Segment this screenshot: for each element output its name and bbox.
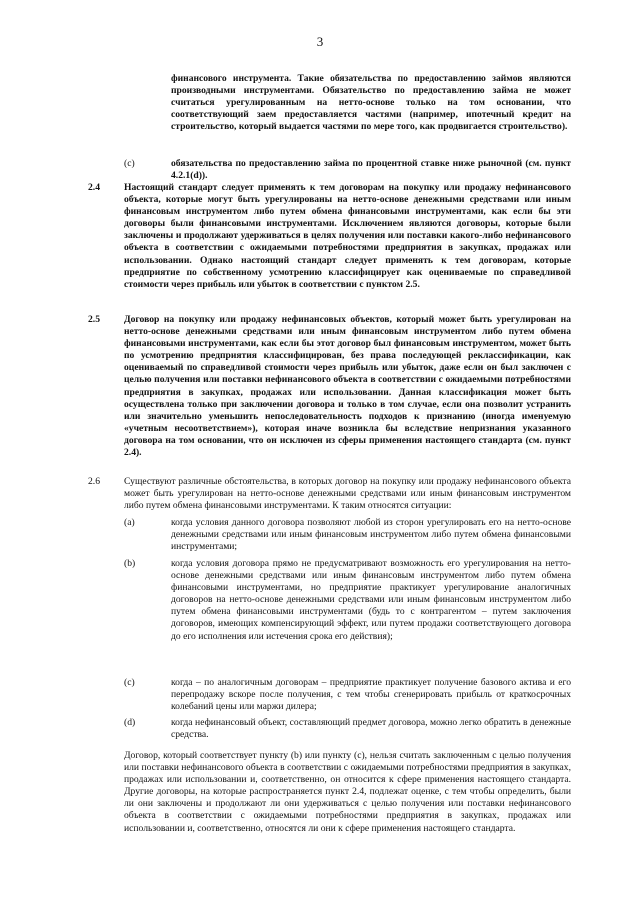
item-b-marker: (b) bbox=[124, 558, 136, 569]
item-d-marker: (d) bbox=[124, 717, 136, 728]
item-b-text: когда условия договора прямо не предусматривают возможность его урегулирования на нетто-основе денежными средствами или иным финансовым инструментом либо путем обмена финансовыми инструментами, но предприятие практикует урегулирование аналогичных договоров на нетто-основе денежными средствами или иным финансовым инструментом либо путем обмена финансовыми инструментами (будь то с контрагентом – путем заключения договоров, имеющих компенсирующий эффект, или путем продажи соответствующего договора до его исполнения или истечения срока его действия); bbox=[171, 558, 571, 642]
para-2-5-text: Договор на покупку или продажу нефинансовых объектов, который может быть урегулирован на нетто-основе денежными средствами или иным финансовым инструментом либо путем обмена финансовыми инструментами, как если бы этот договор был финансовым инструментом, может быть по усмотрению предприятия классифицирован, без права последующей реклассификации, как оцениваемый по справедливой стоимости через прибыль или убыток, даже если он был заключен с целью получения или поставки нефинансового объекта в соответствии с ожидаемыми потребностями предприятия в закупках, продажах или использовании. Данная классификация может быть осуществлена только при заключении договора и только в том случае, если она позволит устранить или значительно уменьшить непоследовательность подходов к признанию (иногда именуемую «учетным несоответствием»), которая иначе возникла бы вследствие непризнания указанного договора на том основании, что он исключен из сферы применения настоящего стандарта (см. пункт 2.4). bbox=[124, 314, 571, 459]
item-d-text: когда нефинансовый объект, составляющий предмет договора, можно легко обратить в денежные средства. bbox=[171, 717, 571, 741]
para-2-6-text: Существуют различные обстоятельства, в которых договор на покупку или продажу нефинансового объекта может быть урегулирован на нетто-основе денежными средствами или иным финансовым инструментом либо путем обмена финансовыми инструментами. К таким относятся ситуации: bbox=[124, 476, 571, 512]
item-c-marker: (c) bbox=[124, 677, 135, 688]
page-number: 3 bbox=[316, 34, 324, 49]
para-2-4-number: 2.4 bbox=[88, 182, 100, 193]
item-a-text: когда условия данного договора позволяют любой из сторон урегулировать его на нетто-основе денежными средствами или иным финансовым инструментом либо путем обмена финансовыми инструментами; bbox=[171, 517, 571, 553]
item-c-text: когда – по аналогичным договорам – предприятие практикует получение базового актива и его перепродажу вскоре после получения, с тем чтобы сгенерировать прибыль от краткосрочных колебаний цены или маржи дилера; bbox=[171, 677, 571, 713]
continued-paragraph: финансового инструмента. Такие обязательства по предоставлению займов являются производными инструментами. Обязательство по предоставлению займа не может считаться урегулированным на нетто-основе только на том основании, что соответствующий заем предоставляется частями (например, ипотечный кредит на строительство, который выдается частями по мере того, как продвигается строительство). bbox=[171, 73, 571, 133]
item-c-top-text: обязательства по предоставлению займа по процентной ставке ниже рыночной (см. пункт 4.2.1(d)). bbox=[171, 158, 571, 182]
item-a-marker: (a) bbox=[124, 517, 135, 528]
item-c-top-marker: (c) bbox=[124, 158, 135, 169]
para-2-6-number: 2.6 bbox=[88, 476, 100, 487]
para-2-4-text: Настоящий стандарт следует применять к тем договорам на покупку или продажу нефинансового объекта, которые могут быть урегулированы на нетто-основе денежными средствами или иным финансовым инструментом либо путем обмена финансовыми инструментами, как если бы эти договоры были финансовыми инструментами. Исключением являются договоры, которые были заключены и продолжают удерживаться в целях получения или поставки какого-либо нефинансового объекта в соответствии с ожидаемыми потребностями предприятия в закупках, продажах или использовании. Однако настоящий стандарт следует применять к тем договорам, которые предприятие по собственному усмотрению классифицирует как оцениваемые по справедливой стоимости через прибыль или убыток в соответствии с пунктом 2.5. bbox=[124, 182, 571, 290]
closing-paragraph: Договор, который соответствует пункту (b) или пункту (c), нельзя считать заключенным с целью получения или поставки нефинансового объекта в соответствии с ожидаемыми потребностями предприятия в закупках, продажах или использовании и, соответственно, он относится к сфере применения настоящего стандарта. Другие договоры, на которые распространяется пункт 2.4, подлежат оценке, с тем чтобы определить, были ли они заключены и продолжают ли они удерживаться с целью получения или поставки нефинансового объекта в соответствии с ожидаемыми потребностями предприятия в закупках, продажах или использовании и, соответственно, относятся ли они к сфере применения настоящего стандарта. bbox=[124, 750, 571, 834]
para-2-5-number: 2.5 bbox=[88, 314, 100, 325]
